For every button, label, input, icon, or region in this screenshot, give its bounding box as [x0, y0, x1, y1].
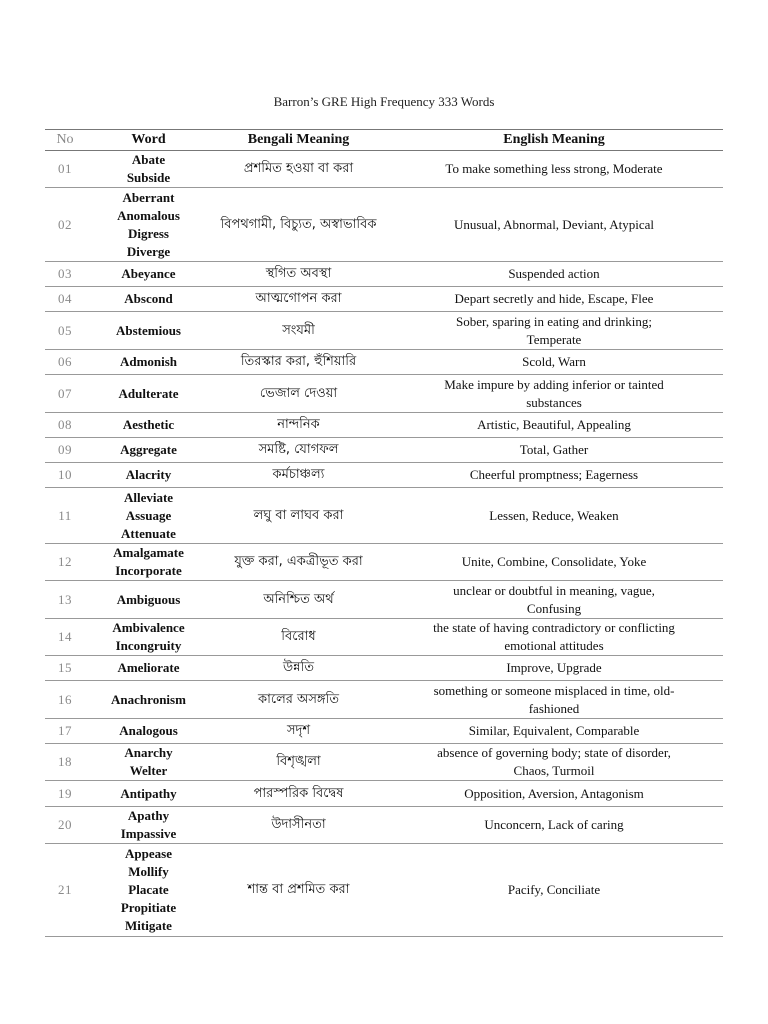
bengali-meaning-cell: উদাসীনতা: [212, 807, 385, 844]
table-row: [45, 807, 723, 844]
bengali-meaning-cell: যুক্ত করা, একত্রীভূত করা: [212, 544, 385, 581]
word-entry: Anachronism: [111, 691, 186, 707]
english-meaning-cell: [385, 312, 723, 350]
word-entry: Ambivalence: [112, 620, 185, 635]
english-meaning-cell: [385, 581, 723, 619]
table-header-row: [45, 130, 723, 151]
english-meaning-cell: [385, 719, 723, 744]
row-number: 16: [45, 681, 85, 719]
row-number: 10: [45, 463, 85, 488]
english-meaning-line: Make impure by adding inferior or tainted: [444, 376, 664, 392]
word-cell: [85, 488, 212, 544]
word-cell: [85, 350, 212, 375]
word-entry: Antipathy: [120, 785, 177, 801]
word-entry: Anomalous: [117, 207, 180, 223]
english-meaning-line: the state of having contradictory or conflicting: [433, 620, 675, 635]
english-meaning-line: Depart secretly and hide, Escape, Flee: [454, 291, 654, 306]
word-cell: [85, 438, 212, 463]
english-meaning-cell: [385, 656, 723, 681]
row-number: 04: [45, 287, 85, 312]
english-meaning-line: absence of governing body; state of disorder,: [437, 745, 671, 760]
row-number: 06: [45, 350, 85, 375]
english-meaning-cell: [385, 463, 723, 488]
word-entry: Mitigate: [125, 918, 172, 933]
row-number: 08: [45, 413, 85, 438]
bengali-meaning-cell: নান্দনিক: [212, 413, 385, 438]
word-entry: Propitiate: [120, 900, 177, 915]
word-cell: [85, 287, 212, 312]
table-row: [45, 781, 723, 807]
row-number: 20: [45, 807, 85, 844]
bengali-meaning-cell: পারস্পরিক বিদ্বেষ: [212, 781, 385, 807]
english-meaning-line: unclear or doubtful in meaning, vague,: [453, 582, 655, 598]
word-entry: Abeyance: [121, 266, 176, 281]
word-cell: [85, 744, 212, 781]
english-meaning-line: Improve, Upgrade: [506, 660, 602, 675]
word-entry: Placate: [128, 882, 169, 897]
bengali-meaning-cell: প্রশমিত হওয়া বা করা: [212, 151, 385, 188]
word-entry: Aggregate: [120, 442, 177, 457]
bengali-meaning-cell: কালের অসঙ্গতি: [212, 681, 385, 719]
table-row: [45, 413, 723, 438]
table-row: [45, 463, 723, 488]
word-entry: Attenuate: [121, 525, 176, 541]
table-row: [45, 438, 723, 463]
english-meaning-line: Confusing: [526, 600, 582, 616]
english-meaning-line: Lessen, Reduce, Weaken: [489, 507, 619, 523]
english-meaning-cell: [385, 619, 723, 656]
bengali-meaning-cell: লঘু বা লাঘব করা: [212, 488, 385, 544]
word-entry: Apathy: [127, 808, 170, 823]
word-entry: Appease: [125, 846, 172, 861]
english-meaning-cell: [385, 844, 723, 937]
bengali-meaning-cell: বিরোধ: [212, 619, 385, 656]
word-cell: [85, 544, 212, 581]
english-meaning-line: Pacify, Conciliate: [507, 882, 601, 897]
header-no: No: [45, 130, 85, 151]
row-number: 11: [45, 488, 85, 544]
english-meaning-cell: [385, 262, 723, 287]
english-meaning-line: fashioned: [528, 700, 580, 716]
row-number: 21: [45, 844, 85, 937]
bengali-meaning-cell: বিপথগামী, বিচ্যুত, অস্বাভাবিক: [212, 188, 385, 262]
english-meaning-line: Sober, sparing in eating and drinking;: [456, 313, 652, 329]
table-row: [45, 350, 723, 375]
vocabulary-table: [45, 129, 723, 937]
english-meaning-line: Similar, Equivalent, Comparable: [468, 723, 640, 738]
word-entry: Diverge: [126, 243, 171, 259]
word-entry: Welter: [129, 763, 168, 778]
word-entry: Impassive: [120, 826, 177, 841]
word-entry: Amalgamate: [113, 545, 184, 560]
bengali-meaning-cell: সমষ্টি, যোগফল: [212, 438, 385, 463]
word-entry: Incongruity: [115, 638, 182, 653]
table-row: [45, 719, 723, 744]
row-number: 13: [45, 581, 85, 619]
word-entry: Digress: [128, 225, 169, 241]
word-cell: [85, 151, 212, 188]
header-bengali-meaning: Bengali Meaning: [212, 130, 385, 151]
table-row: [45, 312, 723, 350]
english-meaning-line: Suspended action: [508, 266, 600, 281]
table-row: [45, 287, 723, 312]
word-entry: Subside: [126, 170, 171, 185]
english-meaning-line: Cheerful promptness; Eagerness: [469, 467, 639, 482]
bengali-meaning-cell: সংযমী: [212, 312, 385, 350]
word-entry: Adulterate: [118, 385, 179, 401]
table-row: [45, 188, 723, 262]
table-row: [45, 619, 723, 656]
bengali-meaning-cell: ভেজাল দেওয়া: [212, 375, 385, 413]
word-entry: Ambiguous: [116, 591, 181, 607]
word-entry: Alleviate: [123, 489, 174, 505]
word-cell: [85, 844, 212, 937]
table-row: [45, 151, 723, 188]
header-word: Word: [85, 130, 212, 151]
row-number: 02: [45, 188, 85, 262]
table-row: [45, 488, 723, 544]
word-cell: [85, 619, 212, 656]
document-title: Barron’s GRE High Frequency 333 Words: [273, 94, 495, 109]
word-cell: [85, 312, 212, 350]
word-entry: Abscond: [124, 291, 173, 306]
bengali-meaning-cell: তিরস্কার করা, হুঁশিয়ারি: [212, 350, 385, 375]
english-meaning-line: Artistic, Beautiful, Appealing: [477, 417, 631, 432]
word-entry: Assuage: [125, 507, 172, 523]
row-number: 15: [45, 656, 85, 681]
header-english-meaning: English Meaning: [385, 130, 723, 151]
row-number: 18: [45, 744, 85, 781]
english-meaning-line: Total, Gather: [519, 442, 589, 457]
english-meaning-cell: [385, 188, 723, 262]
word-entry: Ameliorate: [117, 660, 180, 675]
english-meaning-cell: [385, 744, 723, 781]
english-meaning-cell: [385, 438, 723, 463]
english-meaning-line: Unusual, Abnormal, Deviant, Atypical: [453, 216, 655, 232]
word-cell: [85, 413, 212, 438]
table-row: [45, 262, 723, 287]
english-meaning-line: emotional attitudes: [504, 638, 604, 653]
word-cell: [85, 188, 212, 262]
english-meaning-line: Unconcern, Lack of caring: [484, 817, 624, 832]
word-cell: [85, 581, 212, 619]
english-meaning-cell: [385, 488, 723, 544]
english-meaning-line: To make something less strong, Moderate: [445, 161, 663, 176]
row-number: 17: [45, 719, 85, 744]
row-number: 09: [45, 438, 85, 463]
bengali-meaning-cell: উন্নতি: [212, 656, 385, 681]
row-number: 03: [45, 262, 85, 287]
bengali-meaning-cell: অনিশ্চিত অর্থ: [212, 581, 385, 619]
english-meaning-line: something or someone misplaced in time, old-: [433, 682, 675, 698]
row-number: 12: [45, 544, 85, 581]
bengali-meaning-cell: স্থগিত অবস্থা: [212, 262, 385, 287]
table-row: [45, 544, 723, 581]
table-row: [45, 681, 723, 719]
word-entry: Aesthetic: [122, 417, 175, 432]
english-meaning-cell: [385, 807, 723, 844]
table-row: [45, 581, 723, 619]
word-cell: [85, 375, 212, 413]
table-row: [45, 656, 723, 681]
english-meaning-line: Scold, Warn: [522, 354, 586, 369]
word-cell: [85, 781, 212, 807]
table-row: [45, 844, 723, 937]
word-cell: [85, 656, 212, 681]
word-entry: Aberrant: [122, 189, 175, 205]
english-meaning-line: substances: [526, 394, 582, 410]
english-meaning-cell: [385, 681, 723, 719]
english-meaning-cell: [385, 287, 723, 312]
word-cell: [85, 463, 212, 488]
english-meaning-cell: [385, 781, 723, 807]
word-cell: [85, 807, 212, 844]
word-entry: Anarchy: [124, 745, 173, 760]
row-number: 07: [45, 375, 85, 413]
word-entry: Abate: [131, 152, 166, 167]
word-entry: Abstemious: [115, 322, 181, 338]
english-meaning-cell: [385, 350, 723, 375]
word-entry: Alacrity: [125, 467, 172, 482]
bengali-meaning-cell: আত্মগোপন করা: [212, 287, 385, 312]
english-meaning-line: Temperate: [526, 331, 582, 347]
word-entry: Mollify: [128, 864, 169, 879]
word-entry: Incorporate: [115, 563, 182, 578]
bengali-meaning-cell: শান্ত বা প্রশমিত করা: [212, 844, 385, 937]
word-cell: [85, 719, 212, 744]
row-number: 05: [45, 312, 85, 350]
word-entry: Admonish: [119, 354, 178, 369]
english-meaning-line: Unite, Combine, Consolidate, Yoke: [461, 554, 647, 569]
table-body: [45, 151, 723, 937]
bengali-meaning-cell: সদৃশ: [212, 719, 385, 744]
bengali-meaning-cell: কর্মচাঞ্চল্য: [212, 463, 385, 488]
bengali-meaning-cell: বিশৃঙ্খলা: [212, 744, 385, 781]
row-number: 01: [45, 151, 85, 188]
table-row: [45, 744, 723, 781]
word-cell: [85, 681, 212, 719]
word-cell: [85, 262, 212, 287]
row-number: 14: [45, 619, 85, 656]
english-meaning-line: Chaos, Turmoil: [513, 763, 595, 778]
table-row: [45, 375, 723, 413]
word-entry: Analogous: [119, 723, 178, 738]
english-meaning-line: Opposition, Aversion, Antagonism: [464, 785, 644, 801]
english-meaning-cell: [385, 375, 723, 413]
english-meaning-cell: [385, 544, 723, 581]
english-meaning-cell: [385, 413, 723, 438]
english-meaning-cell: [385, 151, 723, 188]
row-number: 19: [45, 781, 85, 807]
